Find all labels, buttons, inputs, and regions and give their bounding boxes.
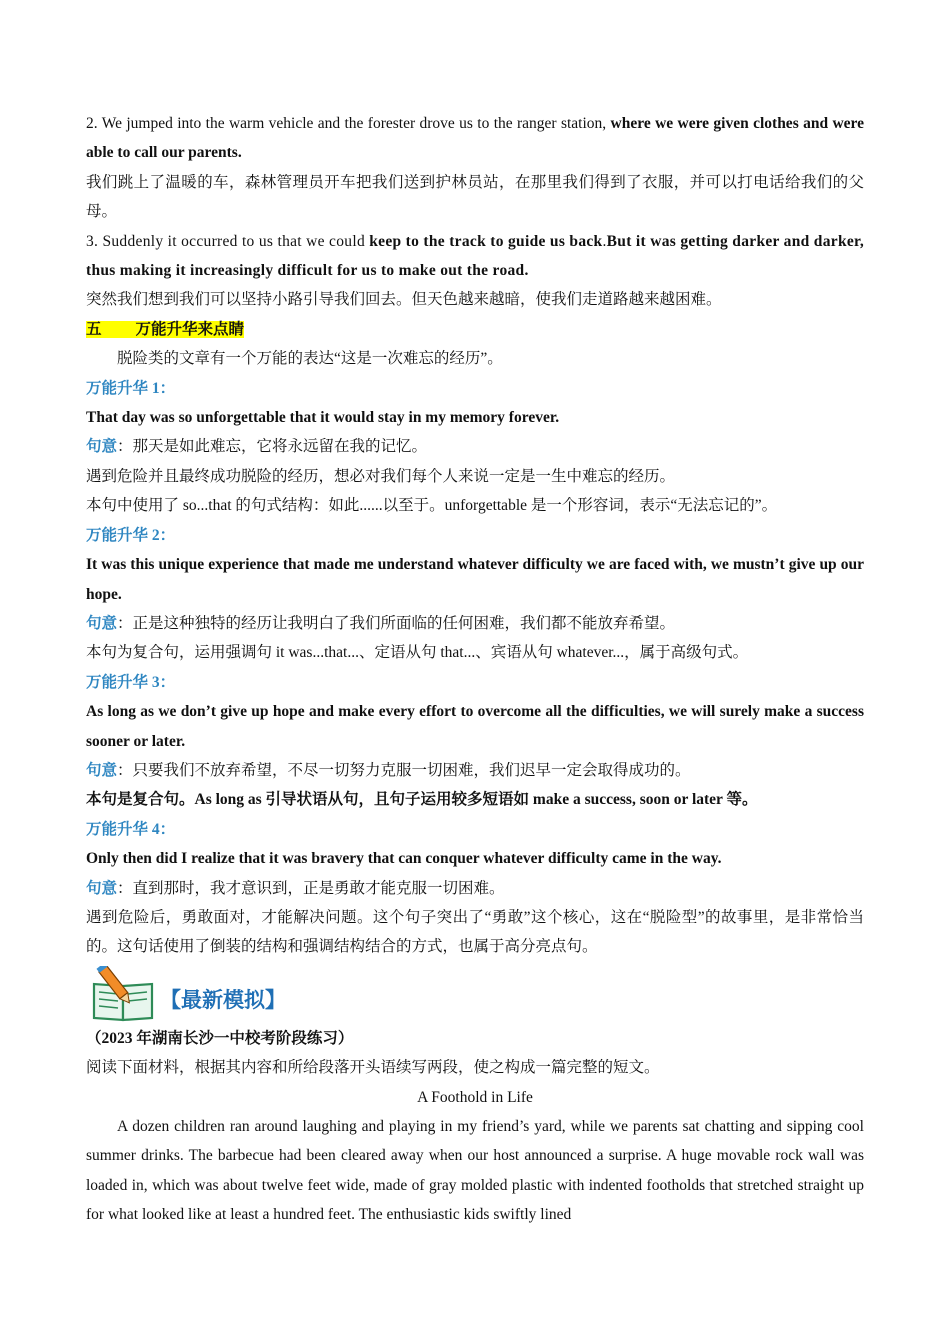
upgrade-label-3: 万能升华 3： xyxy=(86,673,176,691)
exercise-source: （2023 年湖南长沙一中校考阶段练习） xyxy=(86,1029,354,1047)
book-pencil-icon xyxy=(90,966,156,1022)
note-3: 本句是复合句。As long as 引导状语从句，且句子运用较多短语如 make a success, soon or later 等。 xyxy=(86,791,758,809)
latest-mock-header xyxy=(86,964,864,1024)
meaning-3: 句意：只要我们不放弃希望，不尽一切努力克服一切困难，我们迟早一定会取得成功的。 xyxy=(86,761,691,779)
upgrade-sentence-4: Only then did I realize that it was bravery that can conquer whatever difficulty came in the way. xyxy=(86,850,722,868)
meaning-4: 句意：直到那时，我才意识到，正是勇敢才能克服一切困难。 xyxy=(86,879,505,897)
upgrade-sentence-3: As long as we don’t give up hope and make every effort to overcome all the difficulties, we will surely make a success sooner or later. xyxy=(86,703,864,750)
sentence-3-translation: 突然我们想到我们可以坚持小路引导我们回去。但天色越来越暗，使我们走道路越来越困难。 xyxy=(86,291,722,309)
upgrade-sentence-1: That day was so unforgettable that it would stay in my memory forever. xyxy=(86,409,560,427)
note-1b: 本句中使用了 so...that 的句式结构：如此......以至于。unforgettable 是一个形容词，表示“无法忘记的”。 xyxy=(86,497,778,515)
section-5-title: 五 万能升华来点睛 xyxy=(86,320,245,338)
passage-body: A dozen children ran around laughing and playing in my friend’s yard, while we parents sat chatting and sipping cool summer drinks. The barbecue had been cleared away when our host announced a surprise. A huge movable rock wall was loaded in, which was about twelve feet wide, made of gray molded plastic with indented footholds that stretched straight up for what looked like at least a hundred feet. The enthusiastic kids swiftly lined xyxy=(86,1118,864,1224)
sentence-2: 2. We jumped into the warm vehicle and the forester drove us to the ranger station, where we were given clothes and were able to call our parents. xyxy=(86,115,864,162)
page-content xyxy=(86,109,864,1230)
upgrade-label-1: 万能升华 1： xyxy=(86,379,176,397)
section-5-intro: 脱险类的文章有一个万能的表达“这是一次难忘的经历”。 xyxy=(117,350,503,368)
passage-title: A Foothold in Life xyxy=(417,1088,533,1106)
note-4: 遇到危险后，勇敢面对，才能解决问题。这个句子突出了“勇敢”这个核心，这在“脱险型”的故事里，是非常恰当的。这句话使用了倒装的结构和强调结构结合的方式，也属于高分亮点句。 xyxy=(86,908,864,956)
upgrade-sentence-2: It was this unique experience that made me understand whatever difficulty we are faced with, we mustn’t give up our hope. xyxy=(86,556,864,603)
note-2: 本句为复合句，运用强调句 it was...that...、定语从句 that...、宾语从句 whatever...，属于高级句式。 xyxy=(86,644,749,662)
upgrade-label-4: 万能升华 4： xyxy=(86,820,176,838)
meaning-1: 句意：那天是如此难忘，它将永远留在我的记忆。 xyxy=(86,438,428,456)
sentence-3: 3. Suddenly it occurred to us that we could keep to the track to guide us back.But it was getting darker and darker, thus making it increasingly difficult for us to make out the road. xyxy=(86,232,864,280)
upgrade-label-2: 万能升华 2： xyxy=(86,526,176,544)
note-1a: 遇到危险并且最终成功脱险的经历，想必对我们每个人来说一定是一生中难忘的经历。 xyxy=(86,467,676,485)
sentence-2-translation: 我们跳上了温暖的车，森林管理员开车把我们送到护林员站，在那里我们得到了衣服，并可以打电话给我们的父母。 xyxy=(86,173,864,221)
meaning-2: 句意：正是这种独特的经历让我明白了我们所面临的任何困难，我们都不能放弃希望。 xyxy=(86,614,676,632)
latest-mock-heading: 【最新模拟】 xyxy=(160,987,286,1012)
exercise-instruction: 阅读下面材料，根据其内容和所给段落开头语续写两段，使之构成一篇完整的短文。 xyxy=(86,1059,660,1077)
